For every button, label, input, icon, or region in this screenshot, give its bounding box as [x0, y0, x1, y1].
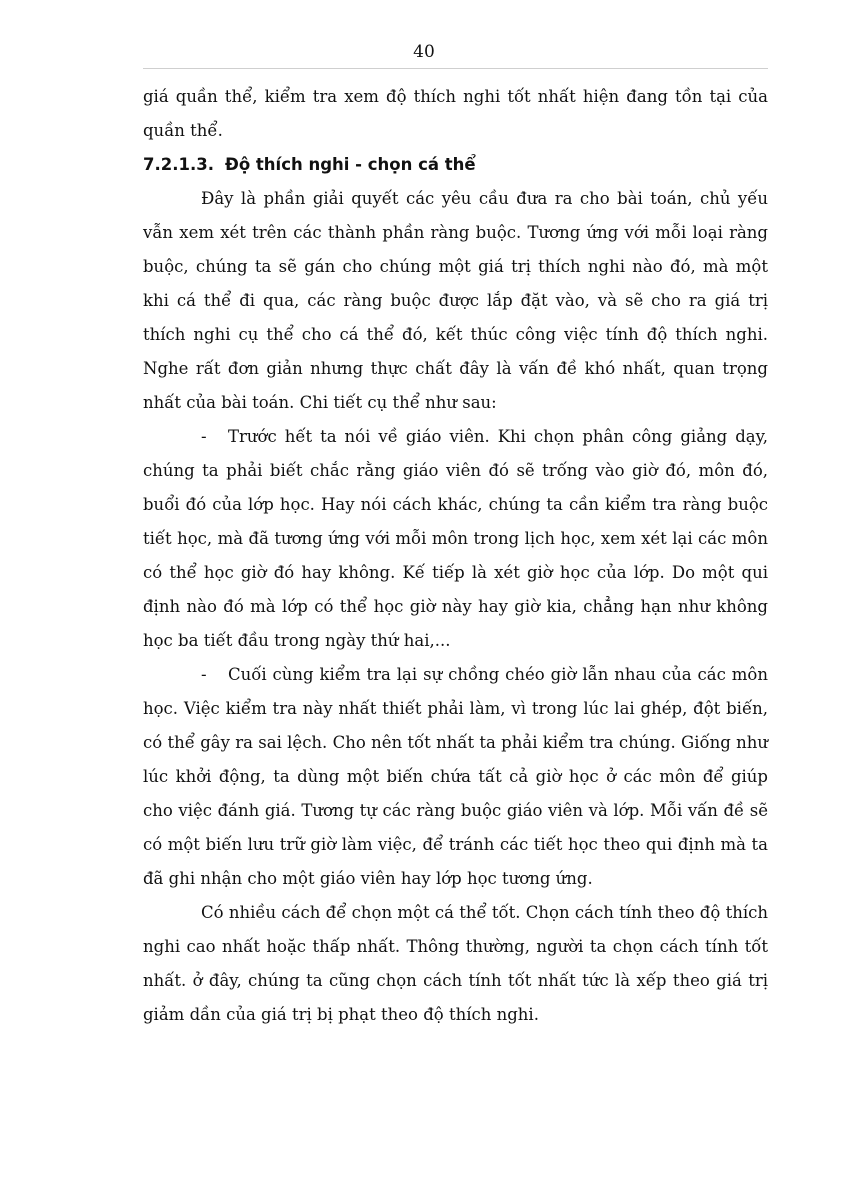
body-paragraph-1: Đây là phần giải quyết các yêu cầu đưa ra cho bài toán, chủ yếu vẫn xem xét trên các thành phần ràng buộc. Tương ứng với mỗi loại ràng buộc, chúng ta sẽ gán cho chúng một giá trị thích nghi nào đó, mà một khi cá thể đi qua, các ràng buộc được lắp đặt vào, và sẽ cho ra giá trị thích nghi cụ thể cho cá thể đó, kết thúc công việc tính độ thích nghi. Nghe rất đơn giản nhưng thực chất đây là vấn đề khó nhất, quan trọng nhất của bài toán. Chi tiết cụ thể như sau:	[143, 189, 768, 412]
header-divider	[143, 68, 768, 69]
page-number: 40	[413, 42, 435, 62]
section-heading	[143, 148, 768, 182]
bullet-marker: -	[201, 665, 207, 684]
bullet-text: Trước hết ta nói về giáo viên. Khi chọn phân công giảng dạy, chúng ta phải biết chắc rằng giáo viên đó sẽ trống vào giờ đó, môn đó, buổi đó của lớp học. Hay nói cách khác, chúng ta cần kiểm tra ràng buộc tiết học, mà đã tương ứng với mỗi môn trong lịch học, xem xét lại các môn có thể học giờ đó hay không. Kế tiếp là xét giờ học của lớp. Do một qui định nào đó mà lớp có thể học giờ này hay giờ kia, chẳng hạn như không học ba tiết đầu trong ngày thứ hai,...	[143, 427, 768, 650]
bullet-marker: -	[201, 427, 207, 446]
body-paragraph-2: Có nhiều cách để chọn một cá thể tốt. Chọn cách tính theo độ thích nghi cao nhất hoặc thấp nhất. Thông thường, người ta chọn cách tính tốt nhất. ở đây, chúng ta cũng chọn cách tính tốt nhất tức là xếp theo giá trị giảm dần của giá trị bị phạt theo độ thích nghi.	[143, 903, 768, 1024]
bullet-text: Cuối cùng kiểm tra lại sự chồng chéo giờ lẫn nhau của các môn học. Việc kiểm tra này nhất thiết phải làm, vì trong lúc lai ghép, đột biến, có thể gây ra sai lệch. Cho nên tốt nhất ta phải kiểm tra chúng. Giống như lúc khởi động, ta dùng một biến chứa tất cả giờ học ở các môn để giúp cho việc đánh giá. Tương tự các ràng buộc giáo viên và lớp. Mỗi vấn đề sẽ có một biến lưu trữ giờ làm việc, để tránh các tiết học theo qui định mà ta đã ghi nhận cho một giáo viên hay lớp học tương ứng.	[143, 665, 768, 888]
section-title: Độ thích nghi - chọn cá thể	[225, 155, 476, 174]
page-body	[143, 80, 768, 1032]
bullet-item-1	[143, 420, 768, 658]
bullet-item-2	[143, 658, 768, 896]
section-number: 7.2.1.3.	[143, 155, 214, 174]
intro-paragraph: giá quần thể, kiểm tra xem độ thích nghi tốt nhất hiện đang tồn tại của quần thể.	[143, 87, 768, 140]
